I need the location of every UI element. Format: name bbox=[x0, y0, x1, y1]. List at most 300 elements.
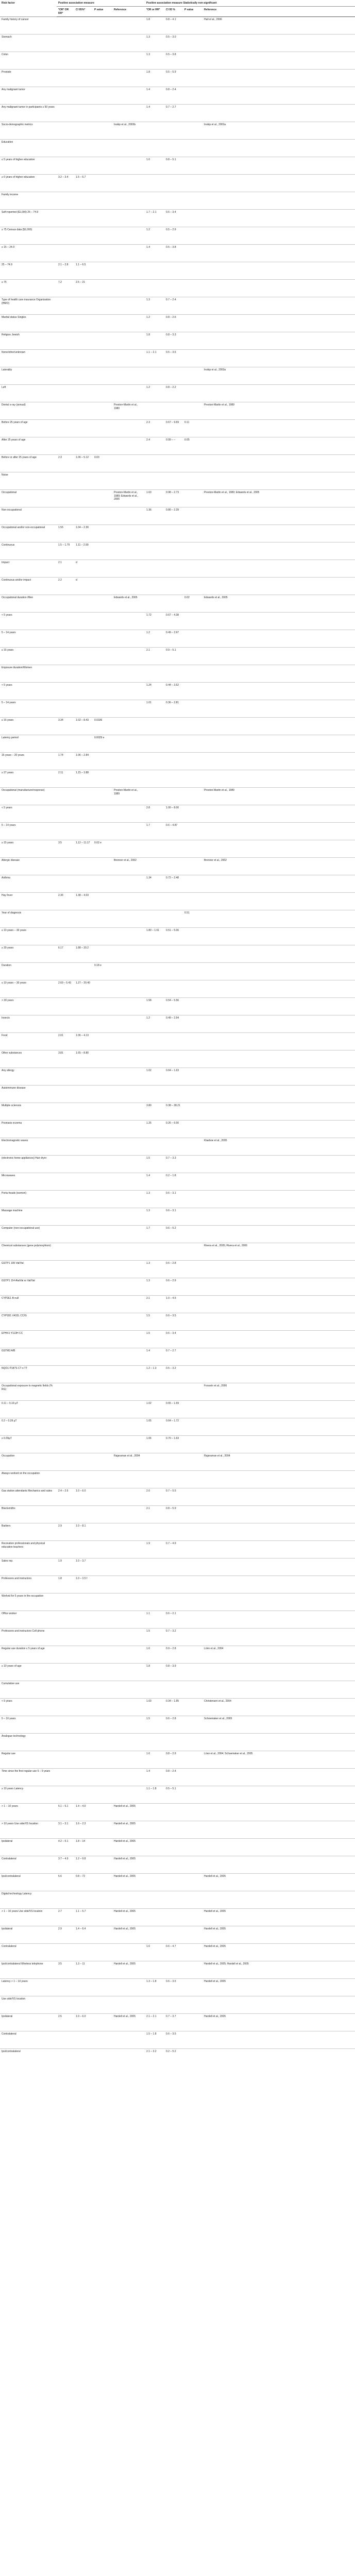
table-row bbox=[0, 1909, 355, 1926]
risk-factor-cell: CYP2E1 B null bbox=[0, 1296, 57, 1313]
ns-reference-cell bbox=[202, 753, 355, 770]
pos-ci-cell bbox=[74, 1401, 93, 1418]
ns-ci-cell: 0.6 – 3.1 bbox=[164, 1208, 183, 1226]
pos-reference-cell bbox=[112, 175, 145, 192]
pos-or-cell bbox=[57, 122, 74, 140]
table-row bbox=[0, 385, 355, 402]
pos-ci-cell bbox=[74, 1156, 93, 1173]
risk-factor-cell: Continuous and/or impact bbox=[0, 578, 57, 595]
risk-factor-cell: Stomach bbox=[0, 35, 57, 52]
pos-reference-cell bbox=[112, 718, 145, 735]
ns-reference-cell bbox=[202, 1366, 355, 1383]
ns-p-cell bbox=[183, 1331, 202, 1348]
ns-or-cell: 1.01 bbox=[145, 700, 164, 718]
pos-ci-cell bbox=[74, 1296, 93, 1313]
pos-p-cell bbox=[93, 1226, 112, 1243]
risk-factor-cell: Noise bbox=[0, 472, 57, 490]
pos-ci-cell bbox=[74, 1226, 93, 1243]
table-row bbox=[0, 420, 355, 437]
pos-ci-cell bbox=[74, 1436, 93, 1453]
risk-factor-cell: Latency period bbox=[0, 735, 57, 753]
pos-or-cell bbox=[57, 1191, 74, 1208]
pos-or-cell: 4.2 – 5.1 bbox=[57, 1839, 74, 1856]
ns-p-cell bbox=[183, 402, 202, 420]
ns-p-cell bbox=[183, 2014, 202, 2031]
pos-ci-cell: 1.2 – 9.8 bbox=[74, 1856, 93, 1874]
table-row bbox=[0, 175, 355, 192]
risk-factor-cell: 0.11 – 0.19 µT bbox=[0, 1401, 57, 1418]
pos-or-cell: 2.11 bbox=[57, 770, 74, 788]
table-row bbox=[0, 578, 355, 595]
ns-reference-cell bbox=[202, 543, 355, 560]
pos-or-cell: 2.36 bbox=[57, 893, 74, 910]
pos-p-cell bbox=[93, 823, 112, 840]
pos-ci-cell bbox=[74, 297, 93, 315]
ns-p-cell bbox=[183, 1348, 202, 1366]
ns-reference-cell bbox=[202, 525, 355, 543]
ns-reference-cell: Inskip et al., 2003a bbox=[202, 367, 355, 385]
ns-ci-cell bbox=[164, 1033, 183, 1050]
ns-p-cell bbox=[183, 630, 202, 648]
ns-reference-cell: Hardell et al., 2005 bbox=[202, 1909, 355, 1926]
table-row bbox=[0, 1699, 355, 1716]
ns-reference-cell: Christensen et al., 2004 bbox=[202, 1699, 355, 1716]
pos-p-cell bbox=[93, 1173, 112, 1191]
ns-reference-cell bbox=[202, 1576, 355, 1594]
ns-or-cell: 1.3 bbox=[145, 1278, 164, 1296]
pos-or-cell bbox=[57, 1418, 74, 1436]
ns-reference-cell: Hardell et al., 2005 bbox=[202, 1944, 355, 1961]
pos-ci-cell: 1.06 – 5.12 bbox=[74, 455, 93, 472]
pos-or-cell bbox=[57, 490, 74, 507]
ns-or-cell: 1.1 – 1.8 bbox=[145, 1786, 164, 1804]
ns-p-cell bbox=[183, 87, 202, 105]
pos-ci-cell bbox=[74, 735, 93, 753]
ns-reference-cell bbox=[202, 87, 355, 105]
risk-factor-cell: > 1 – 10 years bbox=[0, 1804, 57, 1821]
table-row bbox=[0, 157, 355, 175]
pos-reference-cell bbox=[112, 227, 145, 245]
pos-or-cell bbox=[57, 613, 74, 630]
pos-ci-cell bbox=[74, 1278, 93, 1296]
ns-or-cell: 2.8 bbox=[145, 805, 164, 823]
pos-ci-cell bbox=[74, 630, 93, 648]
table-row bbox=[0, 1646, 355, 1664]
pos-ci-cell bbox=[74, 105, 93, 122]
ns-or-cell bbox=[145, 1891, 164, 1909]
pos-or-cell: 3.2 – 3.4 bbox=[57, 175, 74, 192]
ns-p-cell bbox=[183, 770, 202, 788]
table-row bbox=[0, 770, 355, 788]
pos-p-cell bbox=[93, 70, 112, 87]
header-pos-reference: Reference bbox=[112, 7, 145, 17]
ns-p-cell bbox=[183, 1646, 202, 1664]
ns-reference-cell bbox=[202, 578, 355, 595]
ns-ci-cell: 1.0 – 4.5 bbox=[164, 1296, 183, 1313]
ns-p-cell bbox=[183, 350, 202, 367]
pos-ci-cell: 1.02 – 8.43 bbox=[74, 718, 93, 735]
ns-or-cell bbox=[145, 1961, 164, 1979]
pos-ci-cell bbox=[74, 1629, 93, 1646]
pos-ci-cell bbox=[74, 1769, 93, 1786]
ns-ci-cell: 0.49 – 2.94 bbox=[164, 1015, 183, 1033]
risk-factor-cell: After 25 years of age bbox=[0, 437, 57, 455]
ns-reference-cell bbox=[202, 1261, 355, 1278]
ns-p-cell bbox=[183, 805, 202, 823]
pos-ci-cell: 1.0 – 3.7 bbox=[74, 1558, 93, 1576]
pos-p-cell bbox=[93, 788, 112, 805]
pos-or-cell bbox=[57, 472, 74, 490]
pos-p-cell bbox=[93, 1751, 112, 1769]
table-row bbox=[0, 648, 355, 665]
pos-reference-cell bbox=[112, 735, 145, 753]
ns-p-cell bbox=[183, 210, 202, 227]
pos-p-cell bbox=[93, 1541, 112, 1558]
ns-or-cell: 2.1 – 2.1 bbox=[145, 2014, 164, 2031]
risk-factor-cell: Type of health care insurance Organization (HMO) bbox=[0, 297, 57, 315]
ns-reference-cell bbox=[202, 437, 355, 455]
table-row bbox=[0, 1874, 355, 1891]
ns-or-cell: 1.1 – 2.1 bbox=[145, 350, 164, 367]
ns-p-cell bbox=[183, 1086, 202, 1103]
ns-ci-cell bbox=[164, 753, 183, 770]
ns-reference-cell: Edwards et al., 2005 bbox=[202, 595, 355, 613]
pos-or-cell bbox=[57, 928, 74, 945]
ns-p-cell bbox=[183, 1173, 202, 1191]
risk-factor-cell: Office worker bbox=[0, 1611, 57, 1629]
risk-factor-cell: Regular use duration ≤ 5 years of age bbox=[0, 1646, 57, 1664]
pos-p-cell bbox=[93, 2031, 112, 2049]
ns-reference-cell bbox=[202, 315, 355, 332]
pos-ci-cell bbox=[74, 1191, 93, 1208]
header-ns-p: P value bbox=[183, 7, 202, 17]
table-row bbox=[0, 1261, 355, 1278]
ns-ci-cell: 0.6 – 2.1 bbox=[164, 1611, 183, 1629]
pos-p-cell bbox=[93, 2049, 112, 2066]
ns-ci-cell bbox=[164, 367, 183, 385]
table-row bbox=[0, 1418, 355, 1436]
ns-ci-cell bbox=[164, 945, 183, 963]
ns-reference-cell bbox=[202, 1681, 355, 1699]
pos-reference-cell bbox=[112, 683, 145, 700]
pos-ci-cell: 1.88 – 20.2 bbox=[74, 945, 93, 963]
ns-reference-cell bbox=[202, 1488, 355, 1506]
ns-ci-cell bbox=[164, 1839, 183, 1856]
ns-ci-cell bbox=[164, 718, 183, 735]
risk-factor-cell: ≥ 10 years of age bbox=[0, 1664, 57, 1681]
ns-reference-cell bbox=[202, 1278, 355, 1296]
pos-ci-cell bbox=[74, 1366, 93, 1383]
pos-ci-cell bbox=[74, 1506, 93, 1523]
risk-factor-cell: ≥ 75 bbox=[0, 280, 57, 297]
table-row bbox=[0, 1751, 355, 1769]
ns-or-cell: 1.4 bbox=[145, 1173, 164, 1191]
pos-p-cell bbox=[93, 1348, 112, 1366]
pos-or-cell: 2.5 bbox=[57, 2014, 74, 2031]
pos-ci-cell: 1.8 – 14 bbox=[74, 1839, 93, 1856]
ns-reference-cell bbox=[202, 210, 355, 227]
ns-ci-cell: 0.6 – 5.2 bbox=[164, 1226, 183, 1243]
table-row bbox=[0, 1734, 355, 1751]
ns-p-cell bbox=[183, 1015, 202, 1033]
table-row bbox=[0, 1121, 355, 1138]
table-row bbox=[0, 1401, 355, 1418]
risk-factor-cell: ≥ 15 years bbox=[0, 840, 57, 858]
pos-p-cell bbox=[93, 1086, 112, 1103]
risk-factor-cell: NQO1 P187S CT o TT bbox=[0, 1366, 57, 1383]
pos-ci-cell bbox=[74, 402, 93, 420]
pos-reference-cell bbox=[112, 1278, 145, 1296]
ns-p-cell bbox=[183, 718, 202, 735]
pos-ci-cell bbox=[74, 875, 93, 893]
pos-reference-cell: Hardell et al., 2005 bbox=[112, 1909, 145, 1926]
pos-ci-cell bbox=[74, 928, 93, 945]
ns-reference-cell bbox=[202, 1436, 355, 1453]
ns-or-cell bbox=[145, 280, 164, 297]
pos-or-cell bbox=[57, 683, 74, 700]
pos-ci-cell bbox=[74, 1121, 93, 1138]
risk-factor-cell: CYP1B1 V432L CC/G bbox=[0, 1313, 57, 1331]
pos-reference-cell bbox=[112, 297, 145, 315]
pos-ci-cell: 1.5 – 6.7 bbox=[74, 175, 93, 192]
ns-p-cell bbox=[183, 70, 202, 87]
pos-ci-cell bbox=[74, 245, 93, 262]
pos-or-cell bbox=[57, 1681, 74, 1699]
risk-factor-cell: Cumulative use bbox=[0, 1681, 57, 1699]
pos-ci-cell bbox=[74, 1786, 93, 1804]
pos-or-cell bbox=[57, 1891, 74, 1909]
ns-p-cell bbox=[183, 140, 202, 157]
risk-factor-cell: GSTM3 A/B bbox=[0, 1348, 57, 1366]
ns-reference-cell: Lönn et al., 2004 bbox=[202, 1646, 355, 1664]
ns-ci-cell bbox=[164, 788, 183, 805]
ns-or-cell: 2.0 bbox=[145, 1488, 164, 1506]
ns-reference-cell: Hardell et al., 2005; Hardell et al., 2005 bbox=[202, 1961, 355, 1979]
ns-reference-cell: Rajaraman et al., 2004 bbox=[202, 1453, 355, 1471]
pos-p-cell bbox=[93, 1821, 112, 1839]
pos-reference-cell bbox=[112, 315, 145, 332]
risk-factor-cell: Microwaves bbox=[0, 1173, 57, 1191]
ns-ci-cell: 0.6 – 3.5 bbox=[164, 1979, 183, 1996]
pos-or-cell bbox=[57, 1173, 74, 1191]
risk-factor-cell: 5 – 14 years bbox=[0, 630, 57, 648]
pos-or-cell bbox=[57, 1629, 74, 1646]
table-row bbox=[0, 1296, 355, 1313]
pos-p-cell bbox=[93, 1961, 112, 1979]
risk-factor-cell: Professors and instructors Cell phone bbox=[0, 1629, 57, 1646]
ns-reference-cell bbox=[202, 175, 355, 192]
pos-reference-cell bbox=[112, 560, 145, 578]
pos-ci-cell bbox=[74, 140, 93, 157]
ns-p-cell bbox=[183, 1839, 202, 1856]
ns-p-cell bbox=[183, 1594, 202, 1611]
pos-reference-cell bbox=[112, 1173, 145, 1191]
ns-or-cell bbox=[145, 472, 164, 490]
ns-or-cell: 1.2 bbox=[145, 227, 164, 245]
pos-reference-cell bbox=[112, 1646, 145, 1664]
pos-reference-cell bbox=[112, 840, 145, 858]
risk-factor-cell: Other substances bbox=[0, 1050, 57, 1068]
pos-ci-cell bbox=[74, 1664, 93, 1681]
ns-p-cell bbox=[183, 105, 202, 122]
ns-reference-cell bbox=[202, 1996, 355, 2014]
pos-p-cell bbox=[93, 1874, 112, 1891]
pos-reference-cell bbox=[112, 1366, 145, 1383]
ns-ci-cell: 0.26 – 6.00 bbox=[164, 1121, 183, 1138]
ns-ci-cell bbox=[164, 770, 183, 788]
table-row bbox=[0, 1891, 355, 1909]
pos-p-cell bbox=[93, 945, 112, 963]
risk-factor-cell: Latency > 1 – 10 years bbox=[0, 1979, 57, 1996]
ns-reference-cell bbox=[202, 1086, 355, 1103]
pos-ci-cell bbox=[74, 2049, 93, 2066]
pos-ci-cell: d bbox=[74, 578, 93, 595]
table-row bbox=[0, 1488, 355, 1506]
ns-reference-cell bbox=[202, 507, 355, 525]
pos-ci-cell bbox=[74, 122, 93, 140]
pos-ci-cell: d bbox=[74, 560, 93, 578]
pos-or-cell bbox=[57, 1068, 74, 1086]
pos-reference-cell bbox=[112, 1068, 145, 1086]
table-row bbox=[0, 1839, 355, 1856]
pos-p-cell bbox=[93, 332, 112, 350]
pos-reference-cell bbox=[112, 910, 145, 928]
ns-reference-cell bbox=[202, 1121, 355, 1138]
pos-reference-cell bbox=[112, 1331, 145, 1348]
pos-p-cell bbox=[93, 875, 112, 893]
pos-reference-cell bbox=[112, 1891, 145, 1909]
pos-or-cell bbox=[57, 630, 74, 648]
pos-ci-cell bbox=[74, 210, 93, 227]
ns-reference-cell bbox=[202, 262, 355, 280]
risk-factor-cell: Before or after 25 years of age bbox=[0, 455, 57, 472]
ns-p-cell bbox=[183, 367, 202, 385]
ns-p-cell bbox=[183, 245, 202, 262]
table-row bbox=[0, 1804, 355, 1821]
table-row bbox=[0, 87, 355, 105]
ns-or-cell bbox=[145, 858, 164, 875]
ns-p-cell bbox=[183, 385, 202, 402]
ns-ci-cell: 0.51 – 5.06 bbox=[164, 928, 183, 945]
ns-ci-cell bbox=[164, 1086, 183, 1103]
pos-reference-cell bbox=[112, 630, 145, 648]
ns-reference-cell bbox=[202, 455, 355, 472]
ns-p-cell bbox=[183, 1541, 202, 1558]
risk-factor-cell: 15 years – 20 years bbox=[0, 753, 57, 770]
pos-p-cell bbox=[93, 1856, 112, 1874]
pos-p-cell bbox=[93, 245, 112, 262]
pos-ci-cell bbox=[74, 35, 93, 52]
pos-reference-cell bbox=[112, 945, 145, 963]
ns-or-cell: 1.5 bbox=[145, 1313, 164, 1331]
ns-reference-cell: Preston-Martin et al., 1989 bbox=[202, 788, 355, 805]
ns-reference-cell bbox=[202, 735, 355, 753]
ns-p-cell bbox=[183, 1681, 202, 1699]
pos-or-cell bbox=[57, 648, 74, 665]
pos-p-cell bbox=[93, 87, 112, 105]
pos-p-cell bbox=[93, 402, 112, 420]
pos-p-cell bbox=[93, 1891, 112, 1909]
ns-p-cell bbox=[183, 1523, 202, 1541]
table-row bbox=[0, 1068, 355, 1086]
table-row bbox=[0, 262, 355, 280]
risk-factor-cell: < 5 years bbox=[0, 1699, 57, 1716]
table-row bbox=[0, 227, 355, 245]
pos-p-cell bbox=[93, 175, 112, 192]
ns-reference-cell bbox=[202, 297, 355, 315]
ns-reference-cell bbox=[202, 998, 355, 1015]
table-row bbox=[0, 1786, 355, 1804]
ns-or-cell: 1.4 bbox=[145, 1348, 164, 1366]
pos-ci-cell: 1.1 – 5.7 bbox=[74, 1909, 93, 1926]
ns-ci-cell bbox=[164, 1856, 183, 1874]
ns-or-cell: 1.03 bbox=[145, 1699, 164, 1716]
ns-p-cell bbox=[183, 472, 202, 490]
pos-or-cell: 7.2 bbox=[57, 280, 74, 297]
ns-reference-cell bbox=[202, 1523, 355, 1541]
table-row bbox=[0, 1541, 355, 1558]
pos-reference-cell bbox=[112, 648, 145, 665]
pos-or-cell: 5.6 bbox=[57, 1874, 74, 1891]
ns-reference-cell bbox=[202, 1401, 355, 1418]
ns-ci-cell bbox=[164, 1909, 183, 1926]
table-row bbox=[0, 1226, 355, 1243]
pos-reference-cell bbox=[112, 245, 145, 262]
risk-factor-cell: Any malignant tumor in participants ≥ 50 years bbox=[0, 105, 57, 122]
pos-ci-cell: 1.65 – 8.80 bbox=[74, 1050, 93, 1068]
risk-factor-cell: Asthma bbox=[0, 875, 57, 893]
pos-p-cell bbox=[93, 595, 112, 613]
ns-or-cell: 1.24 bbox=[145, 683, 164, 700]
pos-p-cell bbox=[93, 1523, 112, 1541]
table-row bbox=[0, 1664, 355, 1681]
ns-or-cell: 1.6 bbox=[145, 1944, 164, 1961]
ns-p-cell bbox=[183, 1558, 202, 1576]
pos-ci-cell bbox=[74, 1751, 93, 1769]
pos-ci-cell bbox=[74, 1944, 93, 1961]
pos-or-cell: 2.3 bbox=[57, 455, 74, 472]
pos-or-cell bbox=[57, 87, 74, 105]
ns-p-cell bbox=[183, 227, 202, 245]
ns-or-cell bbox=[145, 1821, 164, 1839]
pos-or-cell bbox=[57, 1243, 74, 1261]
ns-reference-cell bbox=[202, 1839, 355, 1856]
pos-p-cell bbox=[93, 1103, 112, 1121]
risk-factor-cell: None/other/unknown bbox=[0, 350, 57, 367]
pos-reference-cell: Brenner et al., 2002 bbox=[112, 858, 145, 875]
ns-reference-cell bbox=[202, 472, 355, 490]
ns-ci-cell: 0.5 – 3.4 bbox=[164, 210, 183, 227]
table-row bbox=[0, 1576, 355, 1594]
ns-reference-cell bbox=[202, 1786, 355, 1804]
ns-ci-cell bbox=[164, 1734, 183, 1751]
risk-factor-cell: ≥ 27 years bbox=[0, 770, 57, 788]
pos-p-cell bbox=[93, 1033, 112, 1050]
ns-reference-cell bbox=[202, 1769, 355, 1786]
pos-reference-cell bbox=[112, 1506, 145, 1523]
ns-ci-cell: 0.34 – 1.95 bbox=[164, 1699, 183, 1716]
risk-factor-cell: GSTP1 114 Ala/Val or Val/Val bbox=[0, 1278, 57, 1296]
ns-reference-cell bbox=[202, 1050, 355, 1068]
pos-or-cell bbox=[57, 1944, 74, 1961]
table-row bbox=[0, 332, 355, 350]
ns-or-cell: 1.8 bbox=[145, 70, 164, 87]
ns-or-cell: 1.9 bbox=[145, 1541, 164, 1558]
pos-p-cell bbox=[93, 157, 112, 175]
ns-p-cell bbox=[183, 1103, 202, 1121]
ns-reference-cell bbox=[202, 1068, 355, 1086]
pos-ci-cell bbox=[74, 1313, 93, 1331]
